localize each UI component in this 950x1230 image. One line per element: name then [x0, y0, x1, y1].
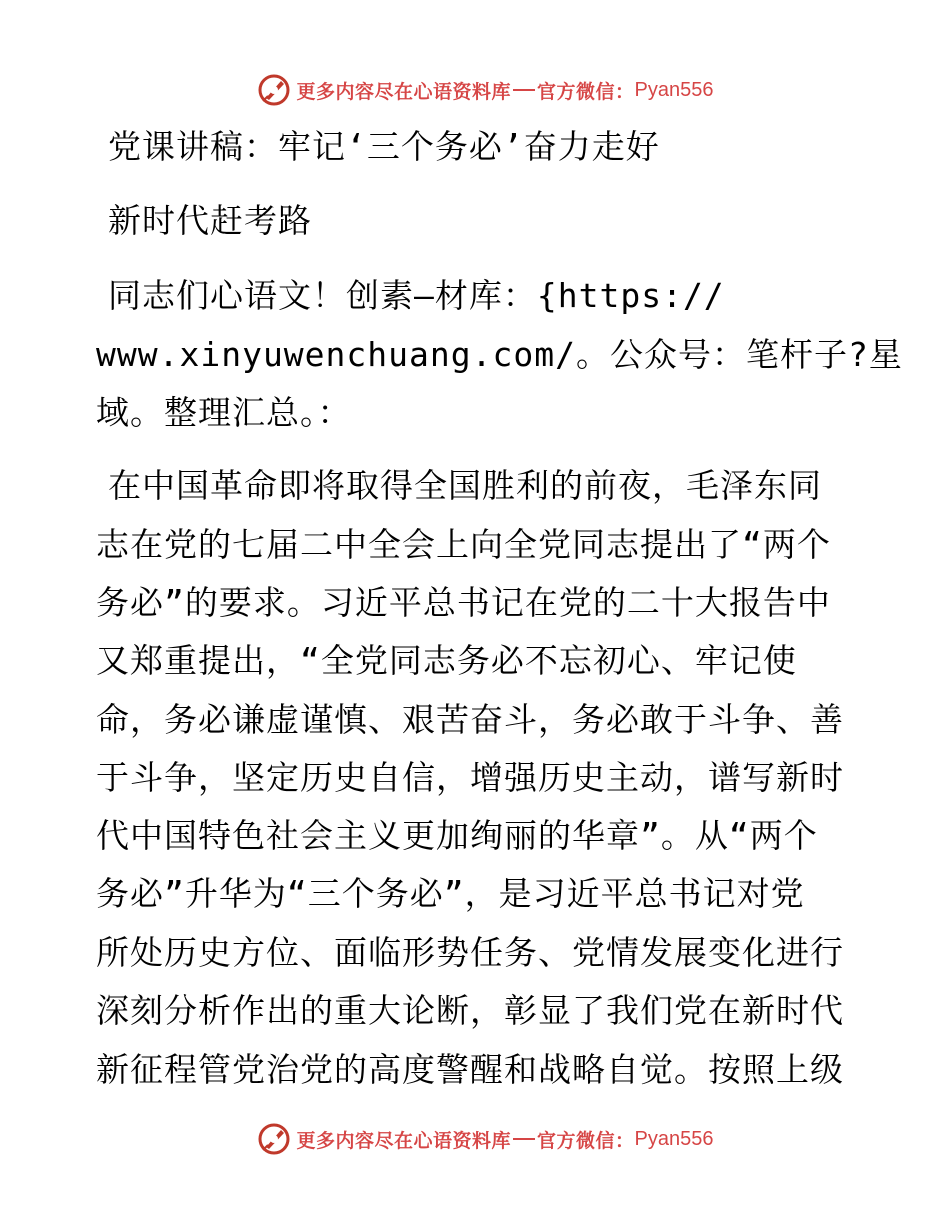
body-line-8: 务必”升华为“三个务必”，是习近平总书记对党: [96, 874, 805, 913]
header-banner-text: 更多内容尽在心语资料库: [296, 80, 512, 103]
body-line-4: 又郑重提出，“全党同志务必不忘初心、牢记使: [96, 641, 797, 680]
footer-banner-text: 更多内容尽在心语资料库: [296, 1129, 512, 1152]
header-banner-content: [257, 73, 714, 107]
header-banner: [0, 70, 950, 110]
footer-wechat-id: Pyan556: [634, 1127, 714, 1150]
body-line-5: 命，务必谦虚谨慎、艰苦奋斗，务必敢于斗争、善: [96, 700, 844, 739]
body-line-7: 代中国特色社会主义更加绚丽的华章”。从“两个: [96, 816, 818, 855]
body-line-6: 于斗争，坚定历史自信，增强历史主动，谱写新时: [96, 758, 844, 797]
document-title-line-1: 党课讲稿：牢记‘三个务必’奋力走好: [108, 127, 660, 166]
greeting-line-2: www.xinyuwenchuang.com/。公众号：笔杆子?星: [96, 335, 903, 374]
body-line-9: 所处历史方位、面临形势任务、党情发展变化进行: [96, 933, 844, 972]
greeting-line-3: 域。整理汇总。：: [96, 393, 352, 432]
footer-banner: [0, 1119, 950, 1159]
quill-pen-logo-icon: [257, 1122, 291, 1156]
body-line-1: 在中国革命即将取得全国胜利的前夜，毛泽东同: [108, 466, 822, 505]
body-line-11: 新征程管党治党的高度警醒和战略自觉。按照上级: [96, 1050, 844, 1089]
greeting-line-1: 同志们心语文！创素—材库：{https://: [108, 276, 725, 315]
header-wechat-id: Pyan556: [634, 78, 714, 101]
header-wechat-label: 官方微信：: [537, 80, 635, 103]
quill-pen-logo-icon: [257, 73, 291, 107]
footer-wechat-label: 官方微信：: [537, 1129, 635, 1152]
body-line-3: 务必”的要求。习近平总书记在党的二十大报告中: [96, 583, 831, 622]
footer-banner-content: [257, 1122, 714, 1156]
body-line-2: 志在党的七届二中全会上向全党同志提出了“两个: [96, 525, 831, 564]
body-line-10: 深刻分析作出的重大论断，彰显了我们党在新时代: [96, 991, 844, 1030]
footer-banner-dash: [513, 1138, 535, 1140]
document-title-line-2: 新时代赶考路: [108, 201, 312, 240]
header-banner-dash: [513, 89, 535, 91]
